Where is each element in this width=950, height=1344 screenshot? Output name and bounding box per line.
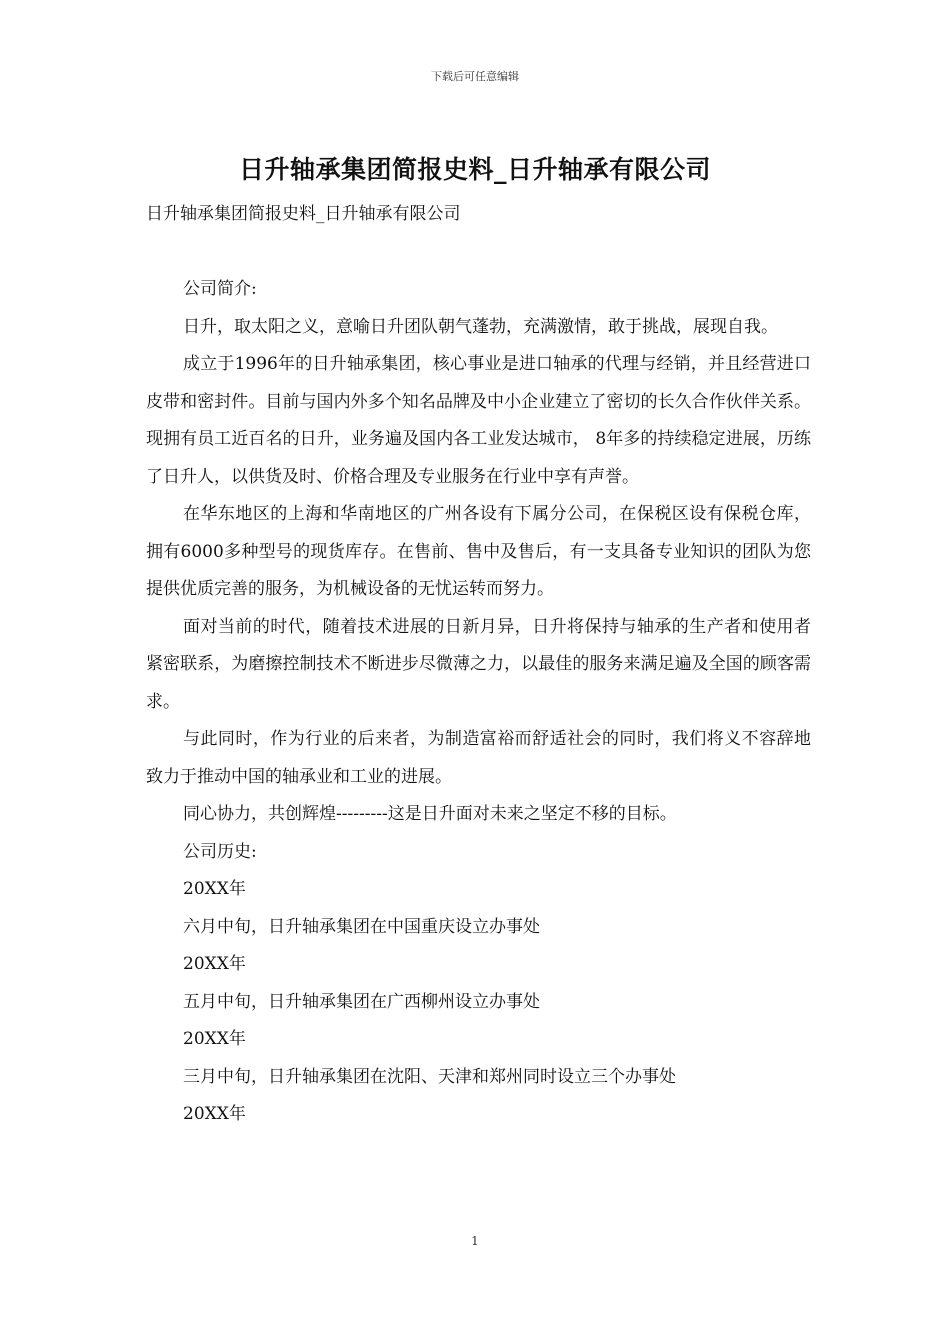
paragraph-history-heading: 公司历史: [183, 841, 257, 862]
page-header-note: 下载后可任意编辑 [431, 70, 519, 83]
history-year: 20XX年 [183, 954, 246, 974]
paragraph-founding: 成立于1996年的日升轴承集团，核心事业是进口轴承的代理与经销，并且经营进口皮带和密封件。目前与国内外多个知名品牌及中小企业建立了密切的长久合作伙伴关系。现拥有员工近百名的日升，业务遍及国内各工业发达城市， 8年多的持续稳定进展，历练了日升人，以供货及时、价格合理及专业服务在行业中享有声誉。 [146, 354, 811, 487]
history-year: 20XX年 [183, 1029, 246, 1049]
document-body [146, 196, 811, 1134]
document-subtitle: 日升轴承集团简报史料_日升轴承有限公司 [146, 204, 461, 224]
paragraph-branches: 在华东地区的上海和华南地区的广州各设有下属分公司，在保税区设有保税仓库，拥有6000多种型号的现货库存。在售前、售中及售后，有一支具备专业知识的团队为您提供优质完善的服务，为机械设备的无忧运转而努力。 [146, 504, 811, 599]
paragraph-motto: 同心协力，共创辉煌---------这是日升面对未来之坚定不移的目标。 [183, 804, 677, 824]
document-title: 日升轴承集团简报史料_日升轴承有限公司 [238, 155, 711, 184]
history-year: 20XX年 [183, 879, 246, 899]
history-event: 三月中旬，日升轴承集团在沈阳、天津和郑州同时设立三个办事处 [183, 1066, 676, 1087]
history-event: 六月中旬，日升轴承集团在中国重庆设立办事处 [183, 916, 540, 937]
paragraph-company-intro-heading: 公司简介: [183, 279, 257, 299]
paragraph-name-meaning: 日升，取太阳之义，意喻日升团队朝气蓬勃，充满激情，敢于挑战，展现自我。 [183, 316, 778, 337]
page-number: 1 [471, 1234, 479, 1248]
paragraph-commitment: 与此同时，作为行业的后来者，为制造富裕而舒适社会的同时，我们将义不容辞地致力于推动中国的轴承业和工业的进展。 [146, 729, 811, 787]
history-year: 20XX年 [183, 1104, 246, 1124]
paragraph-outlook: 面对当前的时代，随着技术进展的日新月异，日升将保持与轴承的生产者和使用者紧密联系，为磨擦控制技术不断进步尽微薄之力，以最佳的服务来满足遍及全国的顾客需求。 [146, 616, 811, 712]
history-event: 五月中旬，日升轴承集团在广西柳州设立办事处 [183, 991, 540, 1012]
